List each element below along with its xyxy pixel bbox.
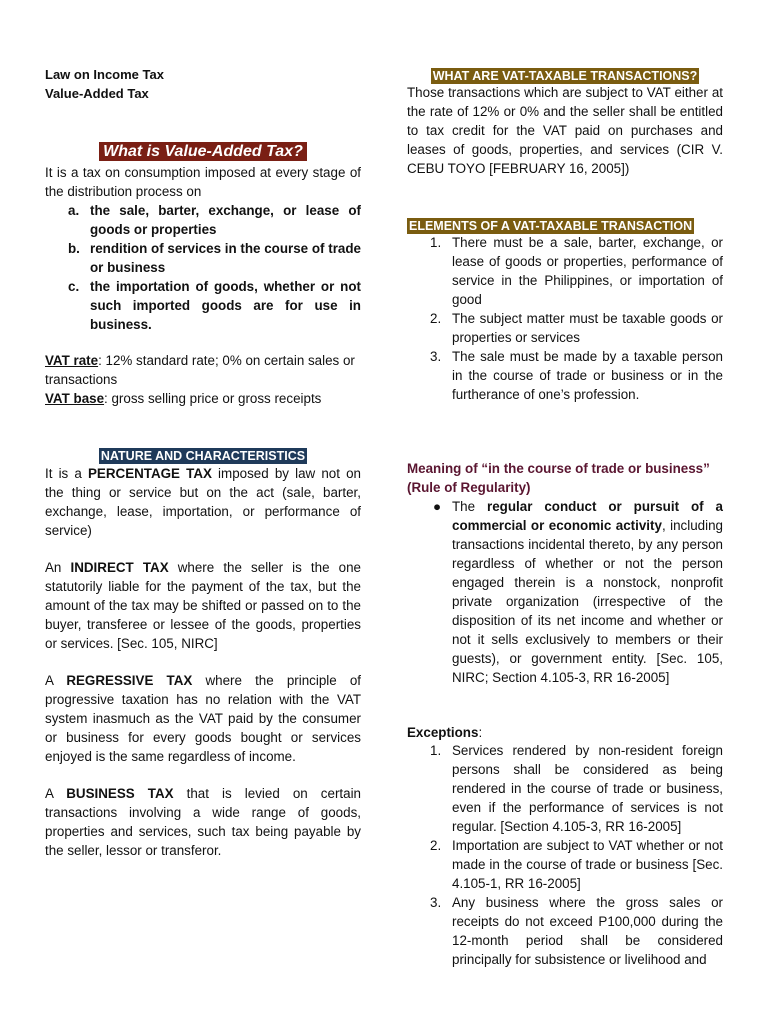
list-marker: 1. — [430, 743, 442, 758]
list-marker: a. — [68, 203, 80, 218]
p1-pre: It is a — [45, 466, 88, 481]
list-marker: b. — [68, 241, 80, 256]
list-item — [407, 347, 723, 404]
list-item-text: Any business where the gross sales or receipts do not exceed P100,000 during the 12-month period shall be considered principally for subsistence or livelihood and — [452, 895, 723, 967]
vat-base-line — [45, 389, 361, 408]
list-item-text: The subject matter must be taxable goods or properties or services — [452, 311, 723, 345]
regularity-bullet — [407, 497, 723, 687]
exceptions-label: Exceptions — [407, 725, 479, 740]
intro-text: It is a tax on consumption imposed at every stage of the distribution process on — [45, 165, 361, 199]
list-item — [45, 277, 361, 334]
p1-bold: PERCENTAGE TAX — [87, 466, 212, 481]
page-title: What is Value-Added Tax? — [99, 142, 307, 161]
p4-pre: A — [45, 786, 67, 801]
list-item-text: the sale, barter, exchange, or lease of goods or properties — [90, 203, 361, 237]
list-item — [407, 233, 723, 309]
vat-rate-line — [45, 351, 361, 389]
bullet-pre: The — [452, 499, 488, 514]
p1-post: imposed by law not on the thing or service but on the act (sale, barter, exchange, lease, importation, or performance of service) — [45, 466, 361, 538]
vat-stage-list — [45, 201, 361, 334]
list-marker: 2. — [430, 838, 442, 853]
meaning-heading: Meaning of “in the course of trade or business” (Rule of Regularity) — [407, 461, 710, 495]
bullet-post: , including transactions incidental thereto, by any person regardless of whether or not the person engaged therein is a nonstock, nonprofit private organization (irrespective of the disposition of its net income and whether or not it sells exclusively to members or their guests), or government entity. [Sec. 105, NIRC; Section 4.105-3, RR 16-2005] — [452, 518, 723, 685]
vat-base-text: : gross selling price or gross receipts — [104, 391, 322, 406]
p2-post: where the seller is the one statutorily liable for the payment of the tax, but the amount of the tax may be shifted or passed on to the buyer, transferee or lessee of the goods, properties or services. [Sec. 105, NIRC] — [45, 560, 361, 651]
vat-rate-label: VAT rate — [45, 353, 99, 368]
exceptions-colon: : — [478, 725, 483, 740]
exceptions-heading — [407, 723, 723, 742]
elements-list — [407, 233, 723, 404]
p3-pre: A — [45, 673, 67, 688]
list-item — [407, 893, 723, 969]
list-marker: 3. — [430, 349, 442, 364]
nature-heading: NATURE AND CHARACTERISTICS — [100, 449, 306, 463]
indirect-tax-paragraph — [45, 558, 361, 653]
list-marker: 1. — [430, 235, 442, 250]
bullet-icon: ● — [433, 499, 442, 514]
vat-base-label: VAT base — [45, 391, 105, 406]
list-item-text: There must be a sale, barter, exchange, or lease of goods or properties, performance of service in the Philippines, or importation of good — [452, 235, 723, 307]
nature-heading-wrap — [45, 446, 361, 465]
list-item — [407, 309, 723, 347]
list-item — [407, 836, 723, 893]
p2-pre: An — [45, 560, 71, 575]
vat-rate-text: : 12% standard rate; 0% on certain sales or transactions — [45, 353, 355, 387]
p4-bold: BUSINESS TAX — [66, 786, 174, 801]
title-wrap — [45, 142, 361, 161]
elements-heading: ELEMENTS OF A VAT-TAXABLE TRANSACTION — [409, 219, 693, 233]
list-marker: c. — [68, 279, 80, 294]
list-marker: 2. — [430, 311, 442, 326]
list-item-text: the importation of goods, whether or not such imported goods are for use in business. — [90, 279, 361, 332]
header-law-on-income-tax: Law on Income Tax — [45, 67, 164, 82]
list-item-text — [452, 497, 723, 687]
p2-bold: INDIRECT TAX — [70, 560, 169, 575]
list-item-text: Importation are subject to VAT whether or not made in the course of trade or business [Sec. 4.105-1, RR 16-2005] — [452, 838, 723, 891]
p4-post: that is levied on certain transactions involving a wide range of goods, properties and services, such tax being payable by the seller, lessor or transferor. — [45, 786, 361, 858]
vat-taxable-paragraph: Those transactions which are subject to VAT either at the rate of 12% or 0% and the seller shall be entitled to tax credit for the VAT paid on purchases and leases of goods, properties, and services (CIR V. CEBU TOYO [FEBRUARY 16, 2005]) — [407, 85, 723, 176]
p3-post: where the principle of progressive taxation has no relation with the VAT system inasmuch as the VAT paid by the consumer or business for every goods bought or services enjoyed is the same regardless of income. — [45, 673, 361, 764]
vat-taxable-transactions-heading: WHAT ARE VAT-TAXABLE TRANSACTIONS? — [432, 69, 698, 83]
business-tax-paragraph — [45, 784, 361, 860]
list-item-text: Services rendered by non-resident foreign persons shall be considered as being rendered in the course of trade or business, even if the performance of services is not regular. [Section 4.105-3, RR 16-2005] — [452, 743, 723, 834]
p3-bold: REGRESSIVE TAX — [66, 673, 193, 688]
list-item — [407, 497, 723, 687]
list-item — [45, 239, 361, 277]
list-item-text: The sale must be made by a taxable person in the course of trade or business or in the furtherance of one’s profession. — [452, 349, 723, 402]
exceptions-list — [407, 741, 723, 969]
list-item — [45, 201, 361, 239]
regressive-tax-paragraph — [45, 671, 361, 766]
percentage-tax-paragraph — [45, 464, 361, 540]
header-value-added-tax: Value-Added Tax — [45, 86, 149, 101]
list-item — [407, 741, 723, 836]
bullet-bold: regular conduct or pursuit of a commercial or economic activity — [452, 499, 723, 533]
list-marker: 3. — [430, 895, 442, 910]
list-item-text: rendition of services in the course of trade or business — [90, 241, 361, 275]
